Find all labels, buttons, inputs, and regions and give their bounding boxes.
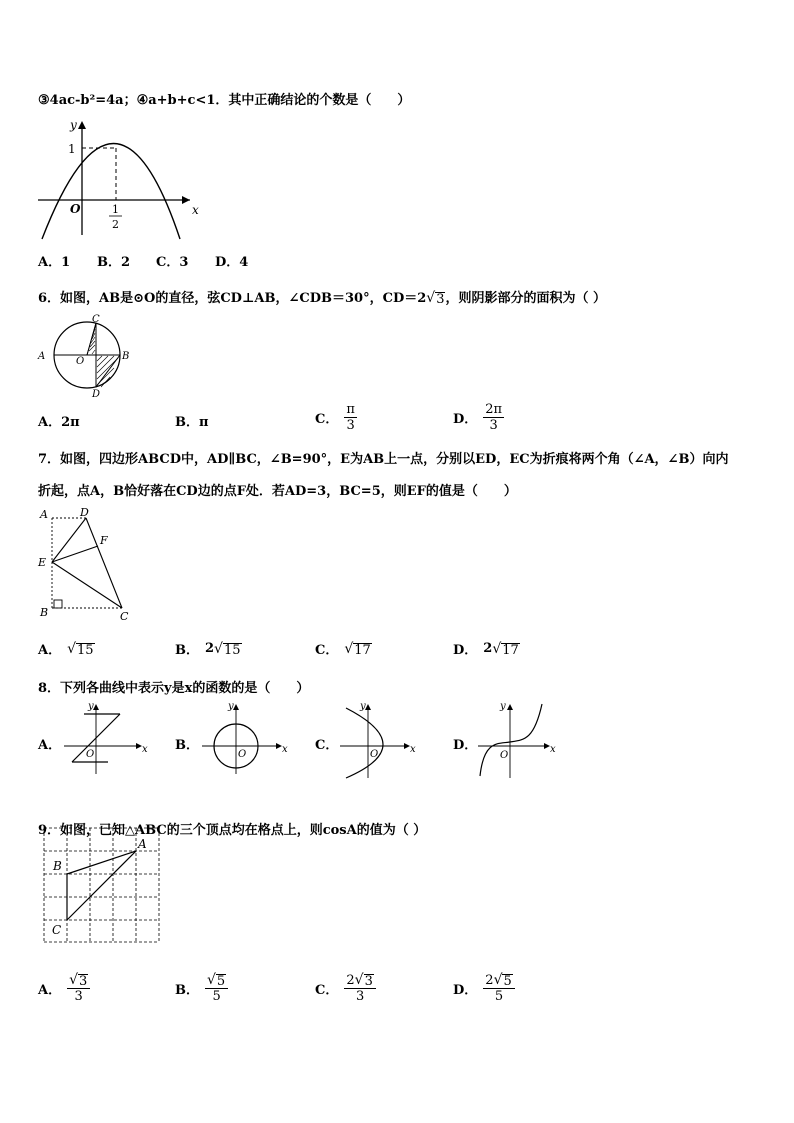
q9-grid-figure — [40, 824, 166, 946]
q5-x-label: x — [192, 203, 199, 217]
q9-stem: 9．如图，已知△ABC的三个顶点均在格点上，则cosA的值为（ ） — [38, 823, 427, 838]
q5-origin-label: O — [70, 202, 81, 216]
q7-option-b[interactable]: B． 2 √ 15 — [175, 640, 241, 658]
q6-stem-sqrt: √ 3 — [426, 290, 445, 307]
q8-stem: 8．下列各曲线中表示y是x的函数的是（ ） — [38, 681, 310, 696]
q6-label-b: B — [122, 351, 130, 362]
svg-text:y: y — [88, 701, 94, 712]
q7-label-f: F — [100, 534, 108, 547]
q5-y-label: y — [70, 118, 77, 132]
q6-stem — [38, 287, 606, 306]
q7-label-e: E — [38, 556, 47, 569]
q6-option-a[interactable]: A．2π — [38, 415, 80, 430]
svg-text:y: y — [228, 701, 234, 712]
q8-option-b-label[interactable]: B． — [175, 738, 199, 753]
svg-text:O: O — [500, 750, 509, 761]
q5-half-den: 2 — [112, 218, 119, 231]
q5-half-num: 1 — [112, 203, 119, 216]
q7-quadrilateral-figure — [34, 506, 134, 626]
q9-option-d[interactable]: D． 2 √ 5 5 — [453, 972, 515, 1004]
svg-text:x: x — [142, 744, 148, 755]
svg-text:O: O — [370, 749, 379, 760]
q8-option-c-label[interactable]: C． — [315, 738, 339, 753]
q9-option-c[interactable]: C． 2 √ 3 3 — [315, 972, 376, 1004]
svg-text:O: O — [238, 749, 247, 760]
svg-text:x: x — [550, 744, 556, 755]
q9-label-c: C — [52, 923, 62, 937]
q7-label-a: A — [40, 508, 48, 521]
q8-option-d-label[interactable]: D． — [453, 738, 478, 753]
q5-option-a[interactable]: A．1 — [38, 255, 71, 270]
q7-label-c: C — [120, 610, 129, 623]
q9-label-b: B — [53, 859, 62, 873]
q5-option-b[interactable]: B．2 — [97, 255, 131, 270]
q7-right-angle — [54, 600, 62, 608]
q5-parabola-graph — [30, 115, 210, 240]
q5-parabola — [42, 144, 180, 240]
q6-label-d: D — [92, 389, 101, 397]
q9-label-a: A — [138, 837, 147, 851]
q7-stem-line1: 7．如图，四边形ABCD中，AD∥BC，∠B=90°，E为AB上一点，分别以ED，EC为折痕将两个角（∠A，∠B）向内 — [38, 452, 729, 467]
q9-option-a[interactable]: A． √ 3 3 — [38, 972, 90, 1004]
q7-option-d[interactable]: D． 2 √ 17 — [453, 640, 519, 658]
q7-option-a[interactable]: A． √ 15 — [38, 640, 94, 658]
q6-label-a: A — [38, 351, 46, 362]
q7-label-b: B — [40, 606, 49, 619]
q7-label-d: D — [80, 506, 89, 519]
svg-text:x: x — [282, 744, 288, 755]
q8-option-d-graph[interactable] — [476, 700, 560, 780]
q6-circle-figure — [34, 313, 134, 397]
q6-option-c[interactable]: C． $\frac{\pi}{3}$ — [315, 402, 355, 433]
q5-x-arrow — [182, 196, 190, 204]
q7-side-dc — [86, 518, 122, 608]
q9-option-b[interactable]: B． √ 5 5 — [175, 972, 228, 1004]
q5-option-c[interactable]: C．3 — [156, 255, 189, 270]
q7-seg-ed — [52, 518, 86, 562]
q5-stem: ③4ac-b²=4a；④a+b+c<1．其中正确结论的个数是（ ） — [38, 93, 411, 108]
q6-stem-b: ，则阴影部分的面积为（ ） — [445, 291, 607, 306]
q6-option-d[interactable]: D． $\frac{2\pi}{3}$ — [453, 402, 503, 433]
q5-one-label: 1 — [68, 142, 76, 156]
q5-y-arrow — [78, 121, 86, 129]
q9-seg-ac — [67, 851, 136, 920]
q6-option-b[interactable]: B．π — [175, 415, 209, 430]
svg-text:y: y — [360, 701, 366, 712]
q9-seg-ab — [67, 851, 136, 874]
svg-text:x: x — [410, 744, 416, 755]
svg-text:O: O — [86, 749, 95, 760]
q8-option-a-label[interactable]: A． — [38, 738, 62, 753]
q8-option-b-graph[interactable] — [200, 700, 292, 776]
q6-stem-a: 6．如图，AB是⊙O的直径，弦CD⊥AB，∠CDB＝30°，CD＝2 — [38, 291, 427, 306]
q6-label-c: C — [92, 314, 100, 325]
q7-seg-ef — [52, 546, 98, 562]
q5-option-d[interactable]: D．4 — [215, 255, 249, 270]
q8-option-a-graph[interactable] — [62, 700, 150, 776]
svg-text:y: y — [500, 701, 506, 712]
q8-option-c-graph[interactable] — [338, 700, 422, 780]
q7-stem-line2: 折起，点A，B恰好落在CD边的点F处．若AD=3，BC=5，则EF的值是（ ） — [38, 484, 517, 499]
q6-label-o: O — [76, 356, 85, 367]
q7-seg-ec — [52, 562, 122, 608]
q7-option-c[interactable]: C． √ 17 — [315, 640, 371, 658]
